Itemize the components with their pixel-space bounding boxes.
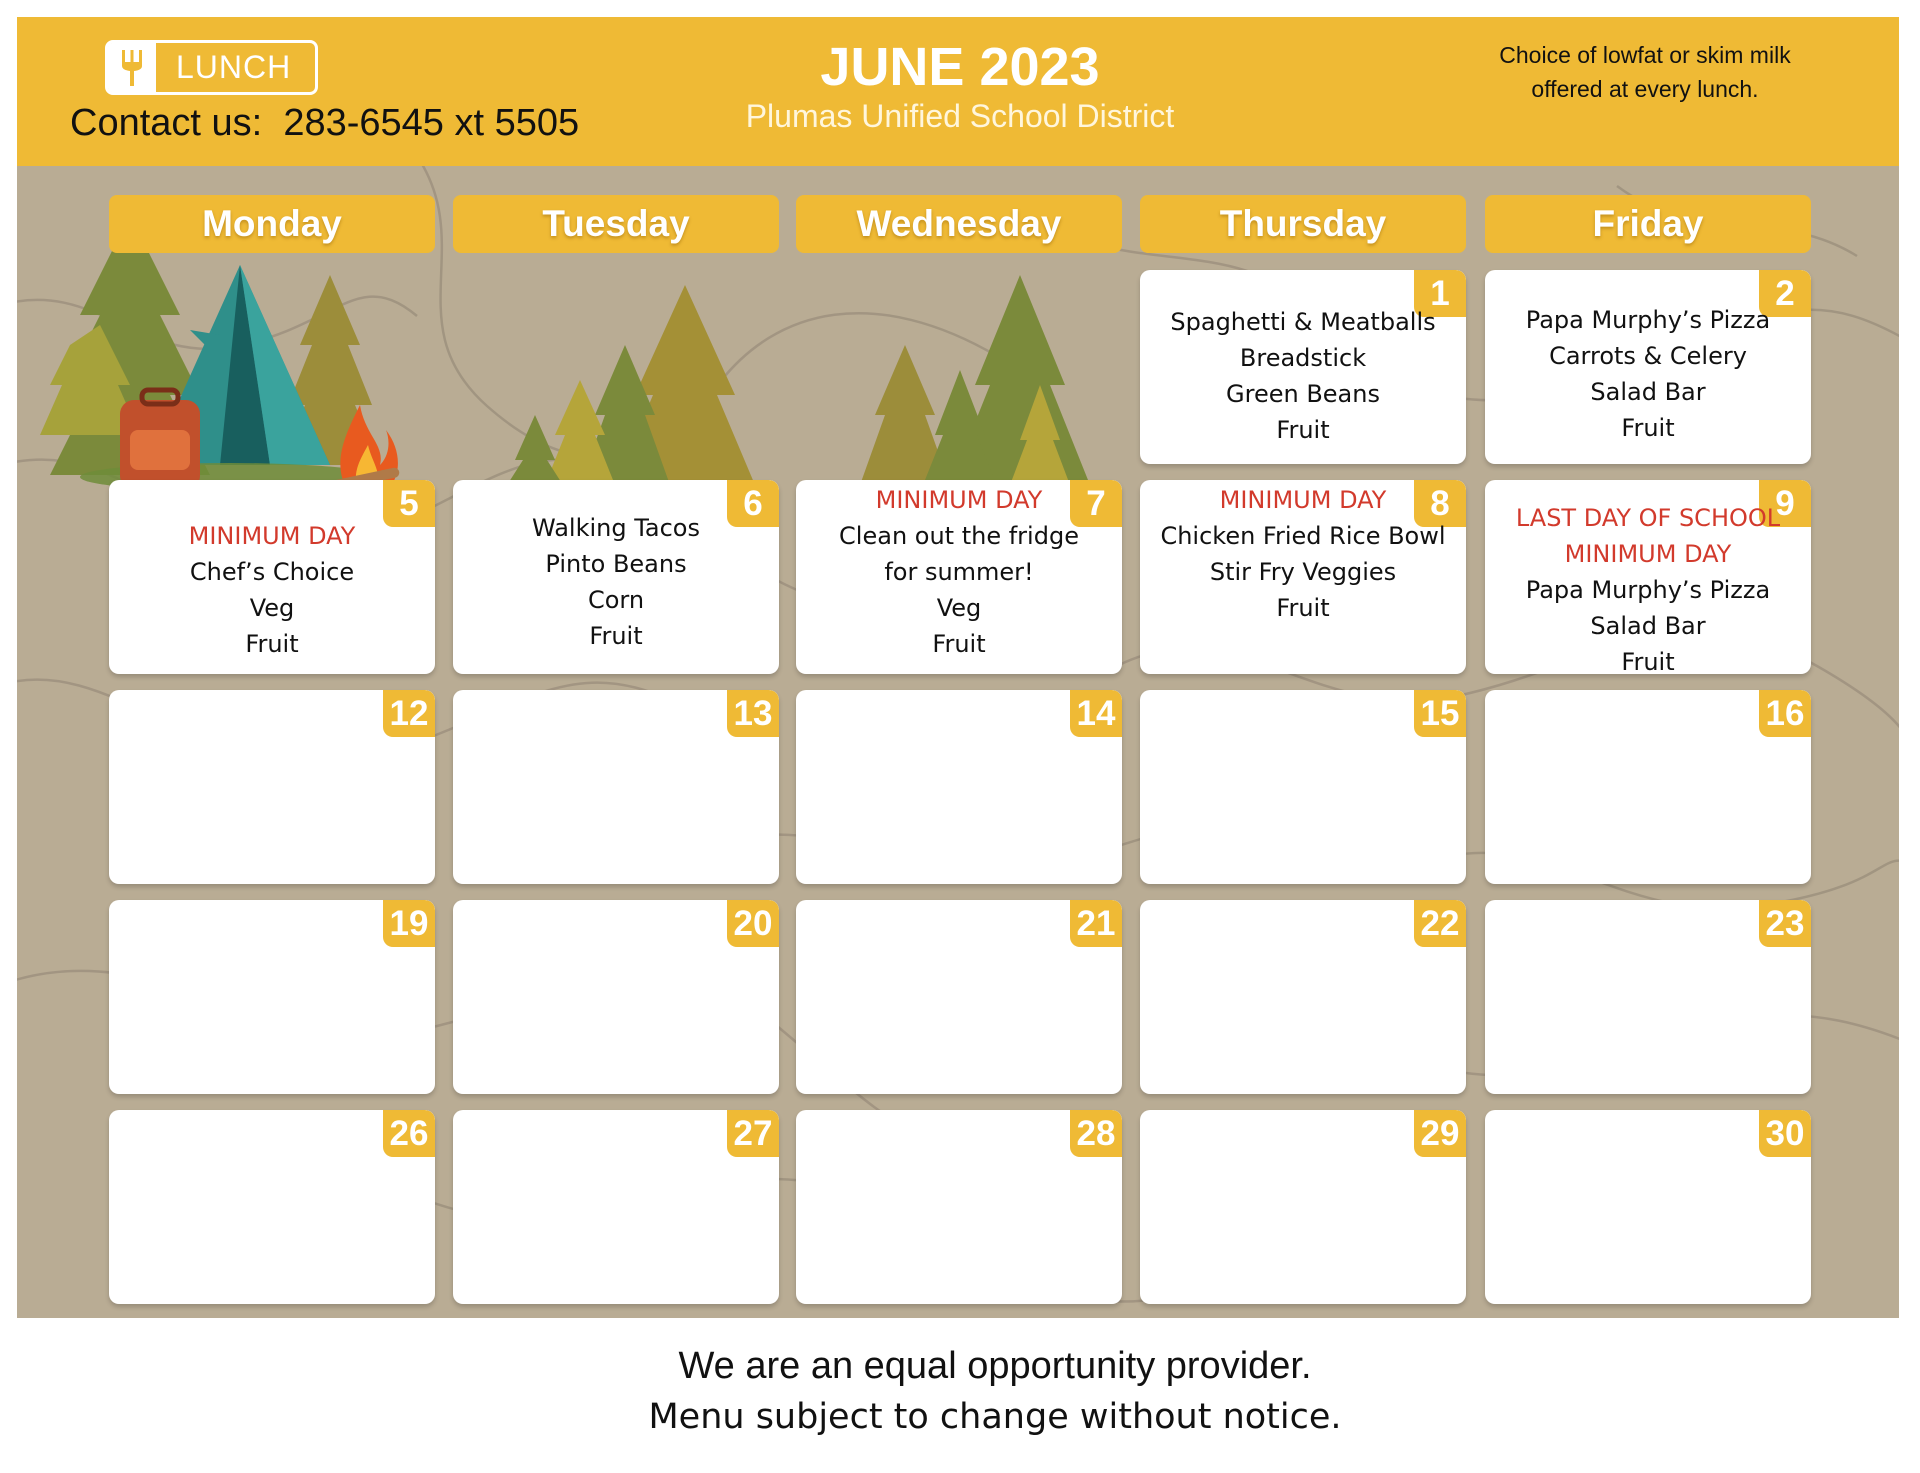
menu-list — [453, 510, 779, 654]
menu-item: Fruit — [1621, 414, 1675, 442]
date-number: 19 — [383, 900, 435, 947]
milk-note-line: offered at every lunch. — [1531, 76, 1759, 102]
menu-list — [1485, 500, 1811, 674]
calendar-day-cell — [1140, 480, 1466, 674]
calendar-day-cell — [453, 1110, 779, 1304]
calendar-day-cell — [453, 690, 779, 884]
menu-list — [109, 518, 435, 662]
menu-item: Spaghetti & Meatballs — [1170, 308, 1436, 336]
calendar-day-cell — [796, 690, 1122, 884]
menu-item: Papa Murphy’s Pizza — [1525, 306, 1771, 334]
date-number: 12 — [383, 690, 435, 737]
pine-tree-icon — [855, 275, 1095, 485]
calendar-day-cell — [1140, 270, 1466, 464]
fork-icon — [108, 43, 156, 92]
date-number: 28 — [1070, 1110, 1122, 1157]
menu-alert: LAST DAY OF SCHOOL — [1515, 504, 1781, 532]
calendar-day-cell — [1485, 1110, 1811, 1304]
weekday-header-tuesday: Tuesday — [453, 195, 779, 253]
date-number: 21 — [1070, 900, 1122, 947]
milk-note — [1460, 38, 1830, 106]
equal-opportunity-statement: We are an equal opportunity provider. — [678, 1345, 1312, 1387]
calendar-day-cell — [109, 900, 435, 1094]
menu-item: Fruit — [245, 630, 299, 658]
month-title: JUNE 2023 — [820, 37, 1100, 97]
menu-item: Pinto Beans — [545, 550, 687, 578]
date-number: 13 — [727, 690, 779, 737]
weekday-header-friday: Friday — [1485, 195, 1811, 253]
calendar-day-cell — [1485, 900, 1811, 1094]
date-number: 22 — [1414, 900, 1466, 947]
district-name: Plumas Unified School District — [745, 98, 1175, 134]
calendar-day-cell — [1140, 690, 1466, 884]
date-number: 1 — [1414, 270, 1466, 317]
date-number: 14 — [1070, 690, 1122, 737]
date-number: 16 — [1759, 690, 1811, 737]
calendar-day-cell — [1140, 1110, 1466, 1304]
backpack-icon — [120, 390, 200, 490]
date-number: 5 — [383, 480, 435, 527]
date-number: 15 — [1414, 690, 1466, 737]
menu-item: Corn — [587, 586, 645, 614]
date-number: 6 — [727, 480, 779, 527]
contact-info: Contact us: 283-6545 xt 5505 — [70, 102, 580, 144]
menu-alert: MINIMUM DAY — [875, 486, 1043, 514]
date-number: 26 — [383, 1110, 435, 1157]
calendar-day-cell — [1485, 480, 1811, 674]
date-number: 27 — [727, 1110, 779, 1157]
date-number: 23 — [1759, 900, 1811, 947]
menu-item: Chicken Fried Rice Bowl — [1160, 522, 1446, 550]
menu-item: Green Beans — [1226, 380, 1380, 408]
logo-label: LUNCH — [176, 49, 292, 85]
lunch-logo — [105, 40, 318, 95]
menu-item: Fruit — [1621, 648, 1675, 674]
menu-item: Clean out the fridge — [839, 522, 1079, 550]
menu-item: Veg — [249, 594, 295, 622]
menu-item: Breadstick — [1239, 344, 1367, 372]
menu-item: Salad Bar — [1590, 378, 1706, 406]
calendar-day-cell — [796, 1110, 1122, 1304]
menu-item: Fruit — [932, 630, 986, 658]
calendar-day-cell — [453, 480, 779, 674]
date-number: 2 — [1759, 270, 1811, 317]
menu-list — [1485, 302, 1811, 446]
calendar-day-cell — [453, 900, 779, 1094]
menu-item: Walking Tacos — [532, 514, 700, 542]
menu-list — [1140, 304, 1466, 448]
calendar-day-cell — [109, 480, 435, 674]
date-number: 7 — [1070, 480, 1122, 527]
menu-list — [796, 482, 1122, 662]
date-number: 8 — [1414, 480, 1466, 527]
menu-change-notice: Menu subject to change without notice. — [648, 1397, 1342, 1437]
date-number: 9 — [1759, 480, 1811, 527]
calendar-day-cell — [1485, 270, 1811, 464]
menu-alert: MINIMUM DAY — [1564, 540, 1732, 568]
menu-item: Veg — [936, 594, 982, 622]
weekday-header-wednesday: Wednesday — [796, 195, 1122, 253]
menu-item: Papa Murphy’s Pizza — [1525, 576, 1771, 604]
calendar-day-cell — [109, 1110, 435, 1304]
menu-item: Stir Fry Veggies — [1209, 558, 1397, 586]
menu-alert: MINIMUM DAY — [188, 522, 356, 550]
calendar-day-cell — [1485, 690, 1811, 884]
calendar-day-cell — [796, 480, 1122, 674]
menu-item: Fruit — [1276, 594, 1330, 622]
menu-item: Chef’s Choice — [189, 558, 355, 586]
menu-item: Salad Bar — [1590, 612, 1706, 640]
milk-note-line: Choice of lowfat or skim milk — [1499, 42, 1791, 68]
pine-tree-icon — [505, 285, 765, 485]
date-number: 30 — [1759, 1110, 1811, 1157]
weekday-header-thursday: Thursday — [1140, 195, 1466, 253]
menu-item: Fruit — [589, 622, 643, 650]
calendar-day-cell — [796, 900, 1122, 1094]
menu-item: Carrots & Celery — [1549, 342, 1747, 370]
menu-item: for summer! — [884, 558, 1034, 586]
menu-list — [1140, 482, 1466, 626]
menu-alert: MINIMUM DAY — [1219, 486, 1387, 514]
date-number: 29 — [1414, 1110, 1466, 1157]
calendar-day-cell — [109, 690, 435, 884]
menu-item: Fruit — [1276, 416, 1330, 444]
date-number: 20 — [727, 900, 779, 947]
calendar-day-cell — [1140, 900, 1466, 1094]
weekday-header-monday: Monday — [109, 195, 435, 253]
